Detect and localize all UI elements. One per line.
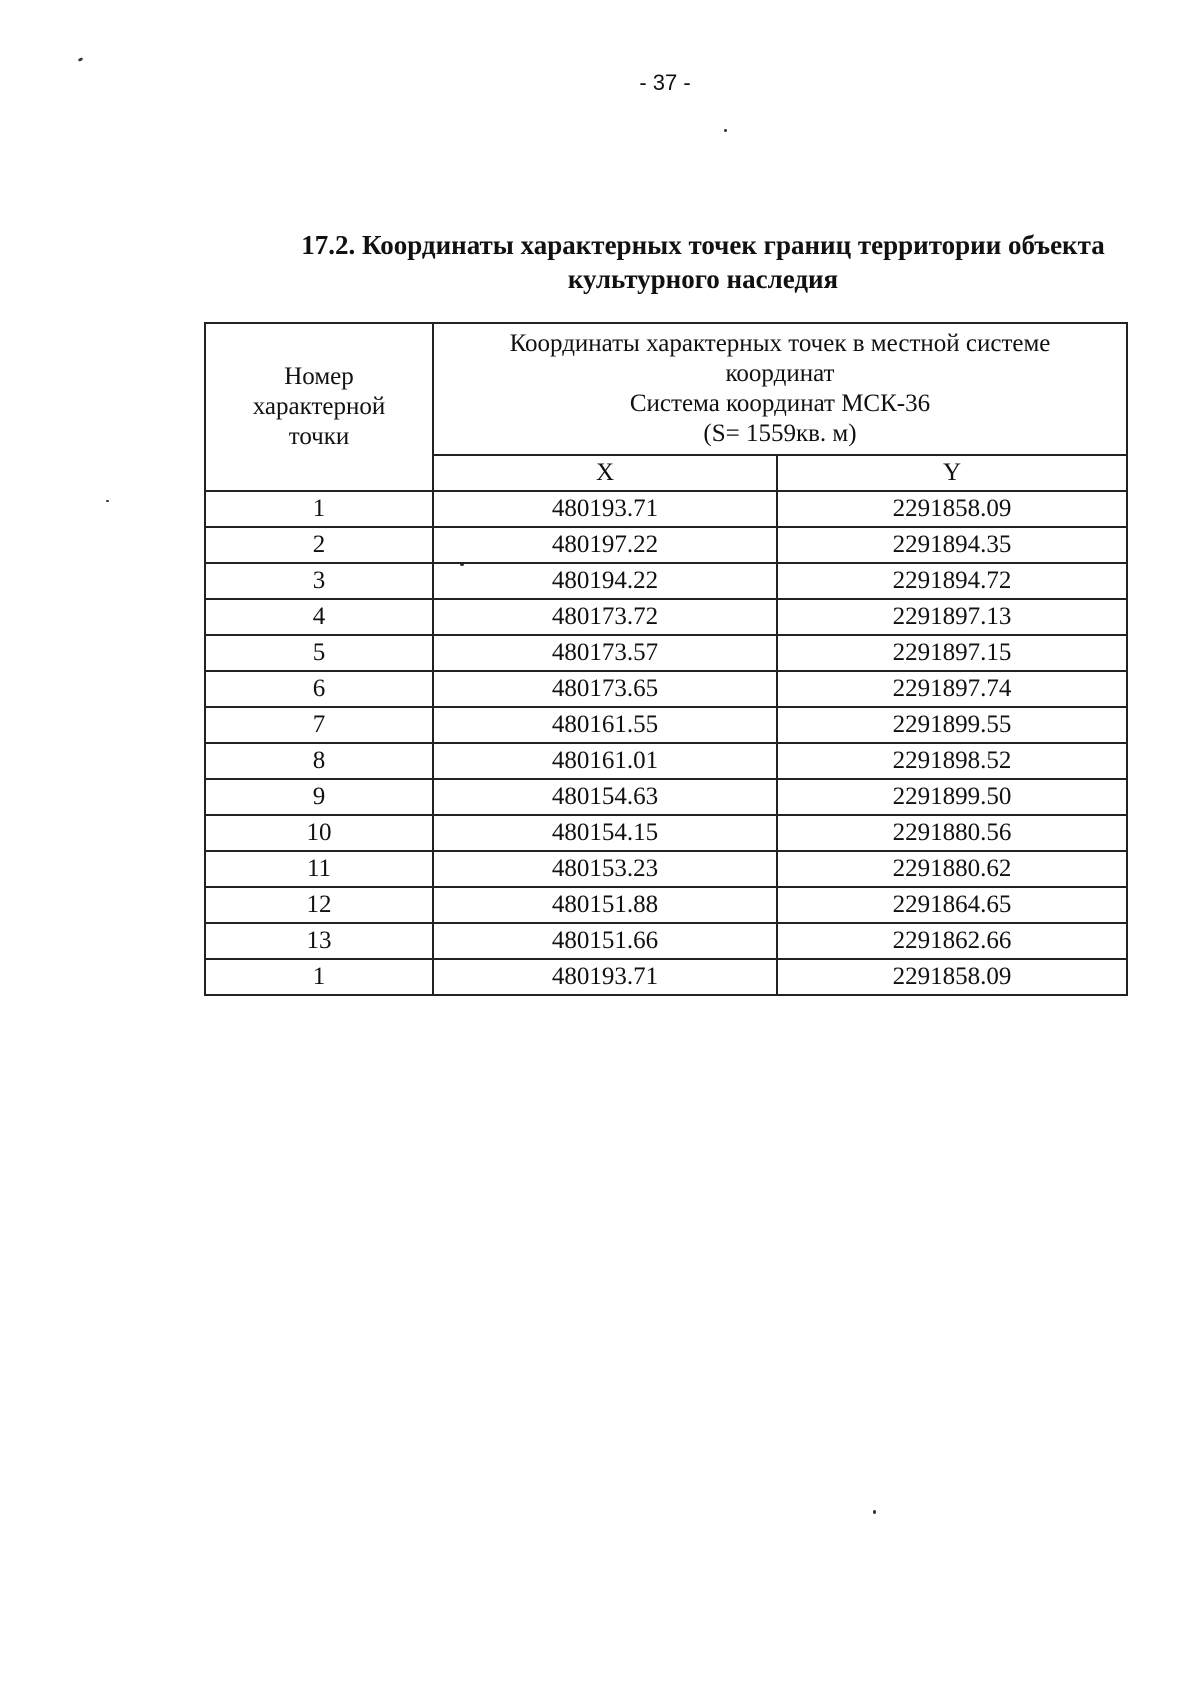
point-number-cell: 10 [205, 815, 433, 851]
table-header-row [205, 323, 1127, 455]
y-cell: 2291864.65 [777, 887, 1127, 923]
table-body [205, 491, 1127, 995]
coordinates-header [433, 323, 1127, 455]
point-number-cell: 4 [205, 599, 433, 635]
x-cell: 480161.01 [433, 743, 777, 779]
heading-line-2: культурного наследия [567, 264, 839, 294]
coordinates-table [204, 322, 1128, 996]
y-cell: 2291880.62 [777, 851, 1127, 887]
table-row [205, 851, 1127, 887]
table-row [205, 527, 1127, 563]
y-cell: 2291899.50 [777, 779, 1127, 815]
point-number-cell: 13 [205, 923, 433, 959]
header-text: точки [288, 423, 350, 450]
y-column-header: Y [777, 455, 1127, 491]
x-cell: 480151.88 [433, 887, 777, 923]
table-row [205, 959, 1127, 995]
table-row [205, 671, 1127, 707]
point-number-cell: 1 [205, 491, 433, 527]
y-cell: 2291894.72 [777, 563, 1127, 599]
point-number-cell: 11 [205, 851, 433, 887]
table-row [205, 923, 1127, 959]
table-row [205, 635, 1127, 671]
y-cell: 2291899.55 [777, 707, 1127, 743]
x-cell: 480194.22 [433, 563, 777, 599]
table-row [205, 491, 1127, 527]
point-number-cell: 8 [205, 743, 433, 779]
x-cell: 480173.72 [433, 599, 777, 635]
header-text: координат [725, 360, 835, 387]
scan-speck [873, 1510, 876, 1514]
section-heading [268, 228, 1138, 296]
x-cell: 480154.15 [433, 815, 777, 851]
y-cell: 2291862.66 [777, 923, 1127, 959]
y-cell: 2291880.56 [777, 815, 1127, 851]
y-cell: 2291898.52 [777, 743, 1127, 779]
table-row [205, 563, 1127, 599]
header-text: (S= 1559кв. м) [703, 420, 857, 447]
x-column-header: X [433, 455, 777, 491]
point-number-cell: 1 [205, 959, 433, 995]
y-cell: 2291897.15 [777, 635, 1127, 671]
header-text: Номер [284, 363, 354, 390]
point-number-cell: 12 [205, 887, 433, 923]
table-row [205, 779, 1127, 815]
x-cell: 480193.71 [433, 491, 777, 527]
y-cell: 2291897.13 [777, 599, 1127, 635]
header-text: характерной [252, 393, 386, 420]
page-number: - 37 - [639, 70, 691, 95]
table-row [205, 887, 1127, 923]
x-cell: 480151.66 [433, 923, 777, 959]
y-cell: 2291858.09 [777, 491, 1127, 527]
x-cell: 480153.23 [433, 851, 777, 887]
point-number-cell: 6 [205, 671, 433, 707]
x-cell: 480161.55 [433, 707, 777, 743]
point-number-cell: 7 [205, 707, 433, 743]
x-cell: 480154.63 [433, 779, 777, 815]
header-text: Система координат МСК-36 [629, 390, 931, 417]
table-row [205, 743, 1127, 779]
point-number-cell: 9 [205, 779, 433, 815]
x-cell: 480173.65 [433, 671, 777, 707]
y-cell: 2291858.09 [777, 959, 1127, 995]
scan-speck [724, 129, 727, 132]
scan-speck [78, 57, 84, 62]
point-number-cell: 3 [205, 563, 433, 599]
point-number-header [205, 323, 433, 491]
y-cell: 2291897.74 [777, 671, 1127, 707]
header-text: Координаты характерных точек в местной системе [509, 330, 1051, 357]
table-row [205, 707, 1127, 743]
y-cell: 2291894.35 [777, 527, 1127, 563]
x-cell: 480197.22 [433, 527, 777, 563]
heading-line-1: 17.2. Координаты характерных точек границ территории объекта [301, 230, 1105, 260]
point-number-cell: 2 [205, 527, 433, 563]
x-cell: 480193.71 [433, 959, 777, 995]
table-row [205, 815, 1127, 851]
point-number-cell: 5 [205, 635, 433, 671]
x-cell: 480173.57 [433, 635, 777, 671]
scan-speck [106, 500, 109, 502]
table-row [205, 599, 1127, 635]
